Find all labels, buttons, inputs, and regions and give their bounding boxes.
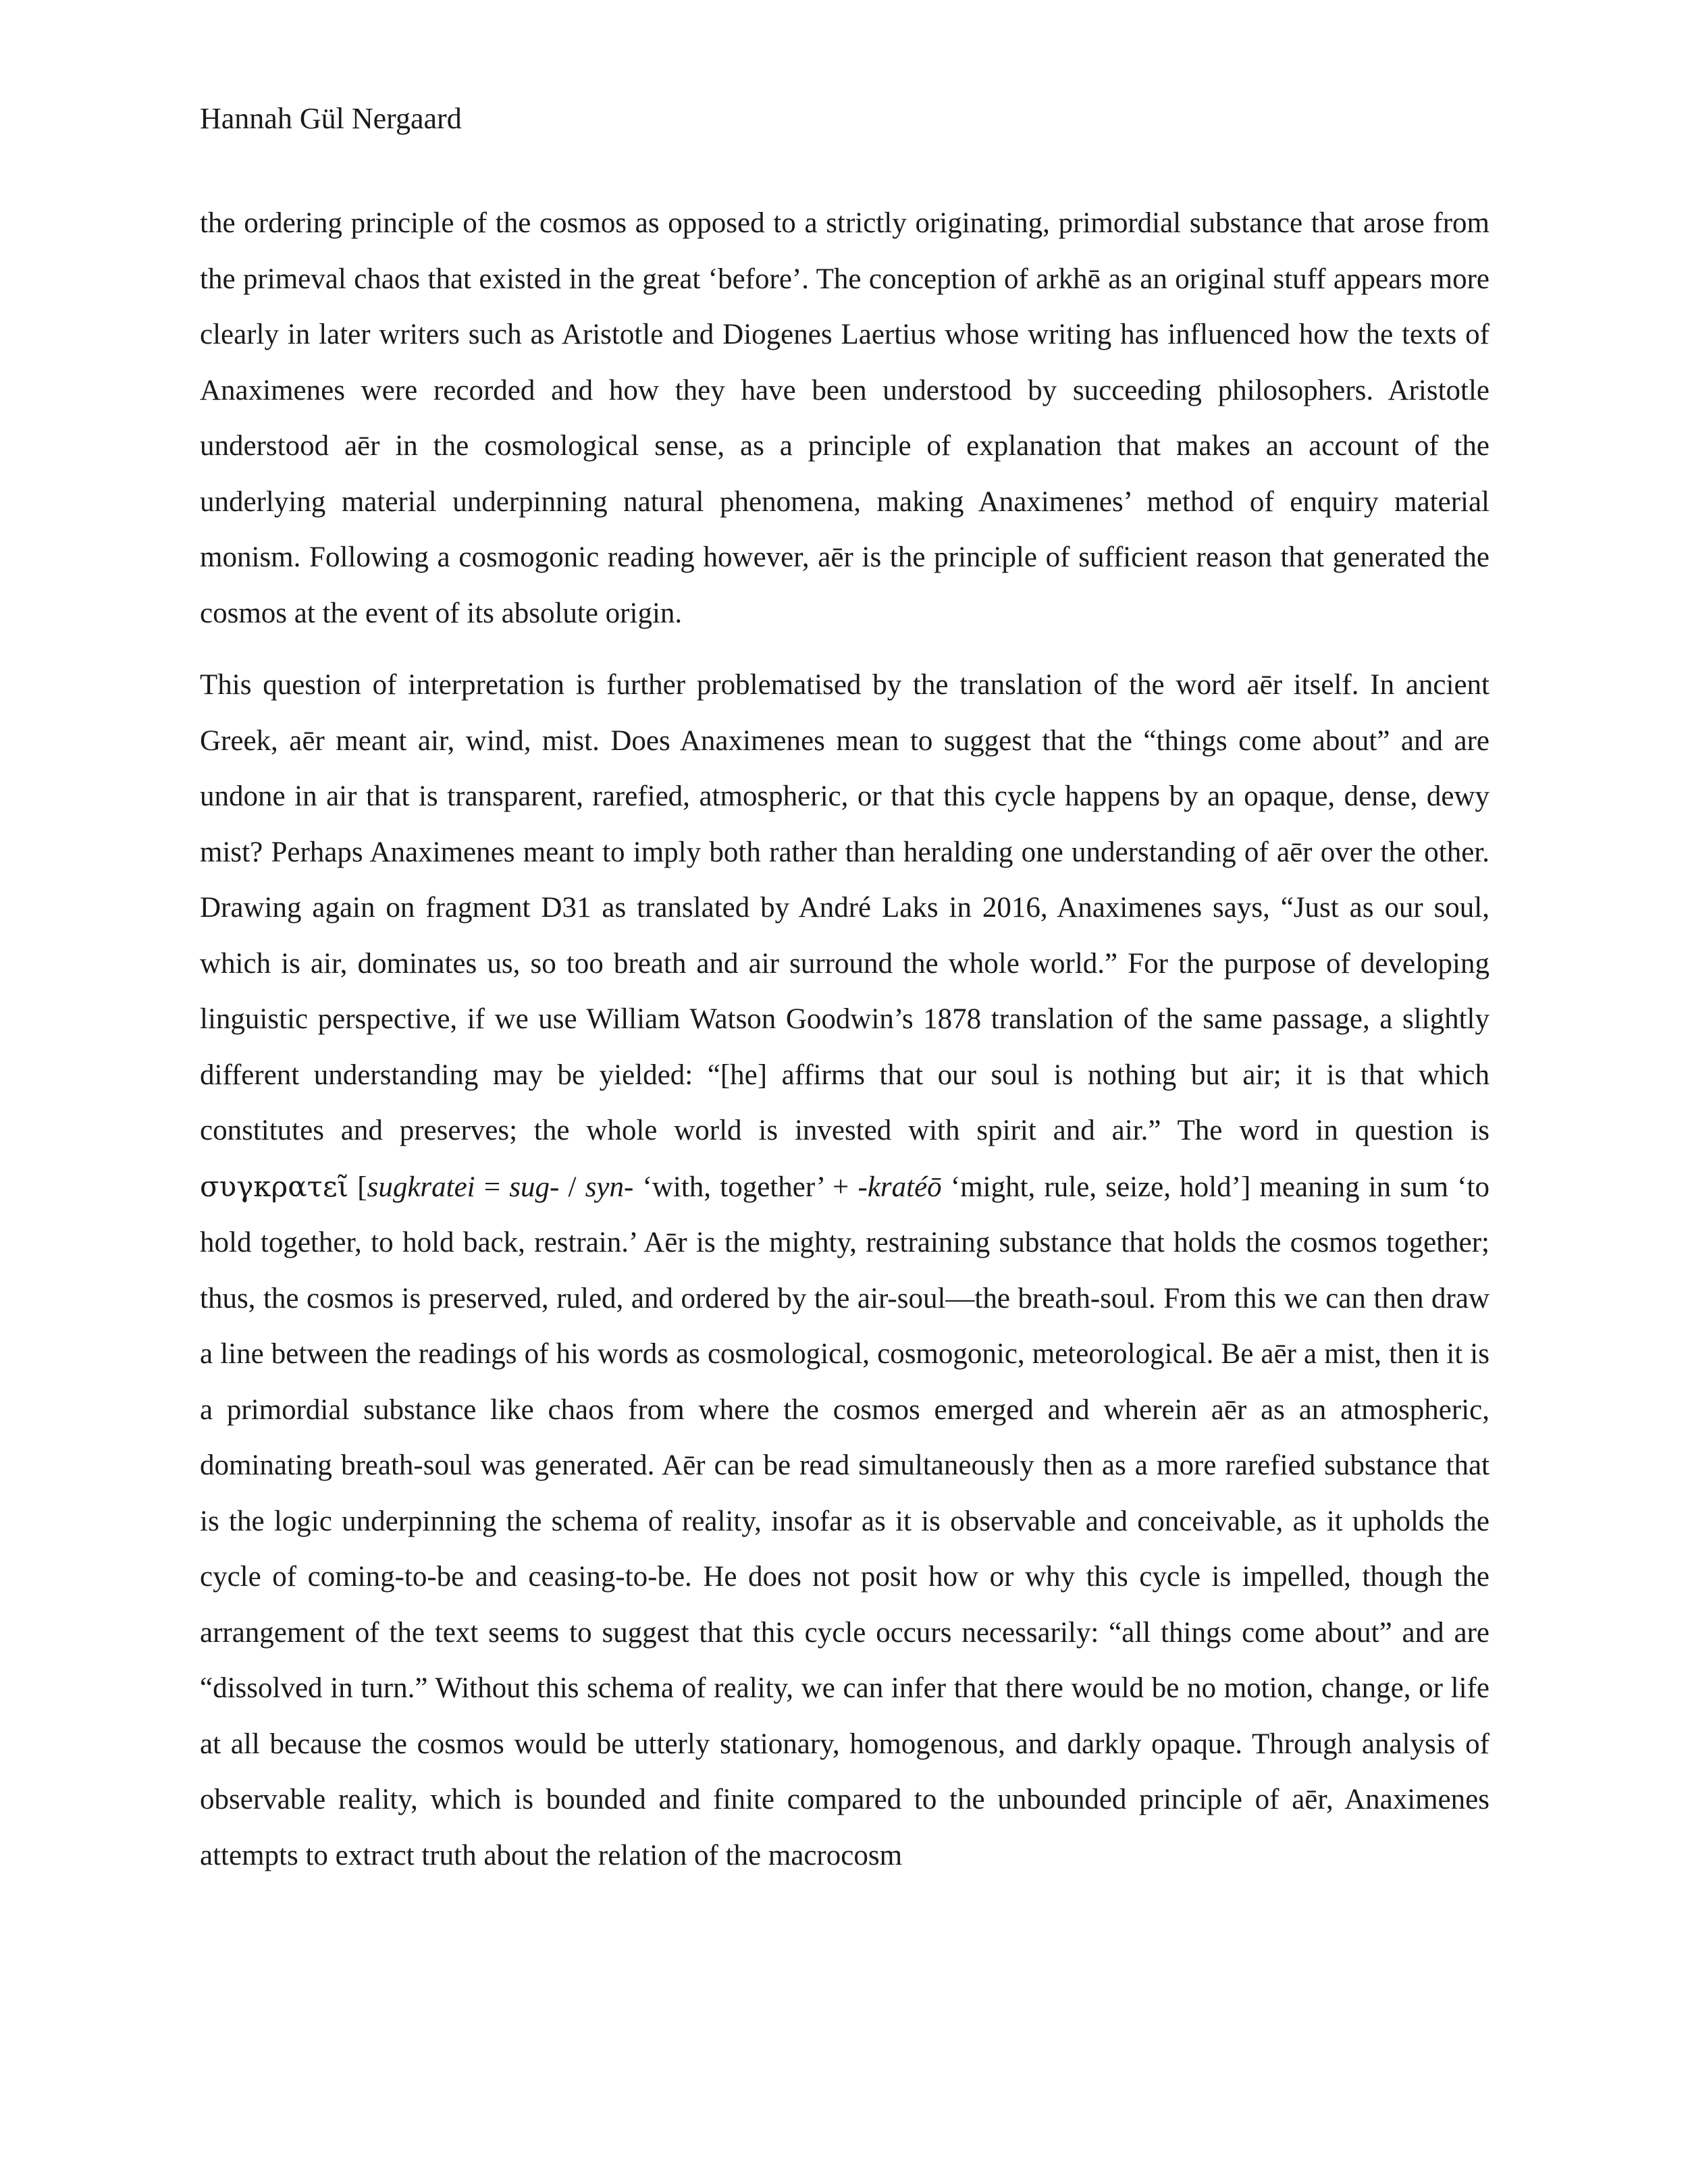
equals-sign: =	[475, 1171, 510, 1203]
prefix-syn: syn-	[585, 1171, 634, 1203]
paragraph-2-part2: ‘might, rule, seize, hold’] meaning in sum ‘to hold together, to hold back, restrain.’ Aēr is the mighty, restraining substance that holds the cosmos together; thus, the cosmos is preserved, ruled, and ordered by the air-soul—the breath-soul. From this we can then draw a line between the readings of his words as cosmological, cosmogonic, meteorological. Be aēr a mist, then it is a primordial substance like chaos from where the cosmos emerged and wherein aēr as an atmospheric, dominating breath-soul was generated. Aēr can be read simultaneously then as a more rarefied substance that is the logic underpinning the schema of reality, insofar as it is observable and conceivable, as it upholds the cycle of coming-to-be and ceasing-to-be. He does not posit how or why this cycle is impelled, though the arrangement of the text seems to suggest that this cycle occurs necessarily: “all things come about” and are “dissolved in turn.” Without this schema of reality, we can infer that there would be no motion, change, or life at all because the cosmos would be utterly stationary, homogenous, and darkly opaque. Through analysis of observable reality, which is bounded and finite compared to the unbounded principle of aēr, Anaximenes attempts to extract truth about the relation of the macrocosm	[200, 1171, 1489, 1871]
bracket-open: [	[348, 1171, 367, 1203]
prefix-sug: sug-	[509, 1171, 560, 1203]
running-header-author: Hannah Gül Nergaard	[200, 102, 462, 135]
suffix-krateo: -kratéō	[858, 1171, 942, 1203]
paragraph-2-part1: This question of interpretation is further problematised by the translation of the word aēr itself. In ancient Greek, aēr meant air, wind, mist. Does Anaximenes mean to suggest that the “things come about” and are undone in air that is transparent, rarefied, atmospheric, or that this cycle happens by an opaque, dense, dewy mist? Perhaps Anaximenes meant to imply both rather than heralding one understanding of aēr over the other. Drawing again on fragment D31 as translated by André Laks in 2016, Anaximenes says, “Just as our soul, which is air, dominates us, so too breath and air surround the whole world.” For the purpose of developing linguistic perspective, if we use William Watson Goodwin’s 1878 translation of the same passage, a slightly different understanding may be yielded: “[he] affirms that our soul is nothing but air; it is that which constitutes and preserves; the whole world is invested with spirit and air.” The word in question is	[200, 669, 1489, 1146]
gloss-with-together: ‘with, together’ +	[633, 1171, 858, 1203]
slash: /	[559, 1171, 585, 1203]
body-text	[200, 196, 1489, 1900]
transliteration: sugkratei	[367, 1171, 475, 1203]
paragraph-2	[200, 658, 1489, 1884]
greek-word: συγκρατεῖ	[200, 1169, 349, 1203]
paragraph-1: the ordering principle of the cosmos as opposed to a strictly originating, primordial substance that arose from the primeval chaos that existed in the great ‘before’. The conception of arkhē as an original stuff appears more clearly in later writers such as Aristotle and Diogenes Laertius whose writing has influenced how the texts of Anaximenes were recorded and how they have been understood by succeeding philosophers. Aristotle understood aēr in the cosmological sense, as a principle of explanation that makes an account of the underlying material underpinning natural phenomena, making Anaximenes’ method of enquiry material monism. Following a cosmogonic reading however, aēr is the principle of sufficient reason that generated the cosmos at the event of its absolute origin.	[200, 207, 1489, 629]
